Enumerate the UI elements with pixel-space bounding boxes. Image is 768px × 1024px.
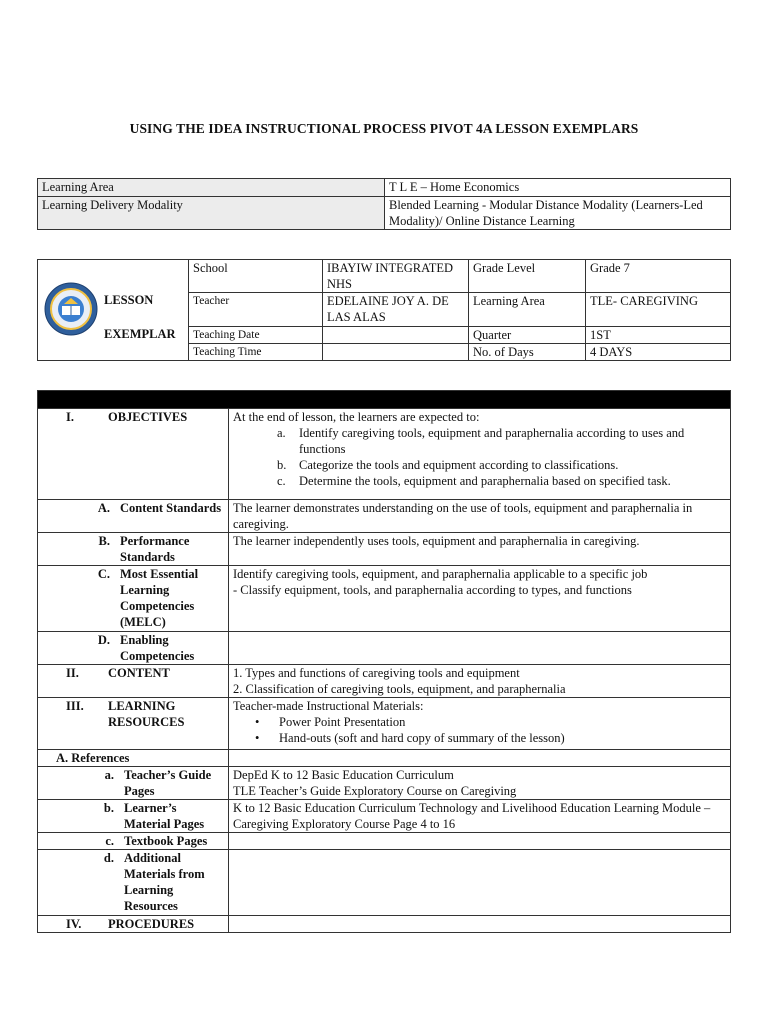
learning-area-value-2: TLE- CAREGIVING [586,293,731,327]
learners-material-value: K to 12 Basic Education Curriculum Technology and Livelihood Education Learning Module – Caregiving Exploratory Course Page 4 to 16 [229,800,731,833]
list-item: c. Determine the tools, equipment and paraphernalia based on specified task. [277,474,671,488]
list-item: a. Identify caregiving tools, equipment and paraphernalia according to uses and functions [277,426,685,456]
teachers-guide-value: DepEd K to 12 Basic Education Curriculum TLE Teacher’s Guide Exploratory Course on Caregiving [229,767,731,800]
lesson-label: LESSON [104,293,154,307]
learning-area-table [37,178,731,230]
school-value: IBAYIW INTEGRATED NHS [323,260,469,293]
content-value: 1. Types and functions of caregiving tools and equipment 2. Classification of caregiving tools, equipment, and paraphernalia [229,665,731,698]
modality-value: Blended Learning - Modular Distance Modality (Learners-Led Modality)/ Online Distance Learning [385,197,731,230]
teaching-time-label: Teaching Time [189,344,323,361]
quarter-value: 1ST [586,327,731,344]
list-item: • Hand-outs (soft and hard copy of summary of the lesson) [255,731,565,745]
school-label: School [189,260,323,293]
content-standards-label: A. Content Standards [38,500,229,533]
days-label: No. of Days [469,344,586,361]
performance-standards-value: The learner independently uses tools, equipment and paraphernalia in caregiving. [229,533,731,566]
enabling-competencies-label: D. Enabling Competencies [38,632,229,665]
table-header-bar [38,391,731,409]
quarter-label: Quarter [469,327,586,344]
melc-label: C. Most Essential Learning Competencies (MELC) [38,566,229,632]
list-item: • Power Point Presentation [255,715,406,729]
learning-resources-value: Teacher-made Instructional Materials: • Power Point Presentation • Hand-outs (soft and hard copy of summary of the lesson) [229,698,731,750]
lesson-header-table [37,259,731,361]
references-label: A. References [38,750,229,767]
textbook-pages-value [229,833,731,850]
content-standards-value: The learner demonstrates understanding on the use of tools, equipment and paraphernalia in caregiving. [229,500,731,533]
procedures-value [229,916,731,933]
teaching-time-value [323,344,469,361]
objectives-content: At the end of lesson, the learners are expected to: a. Identify caregiving tools, equipment and paraphernalia according to uses and functions b. Categorize the tools and equipment according to classifications. c. Determine the tools, equipment and paraphernalia based on specified task. [229,409,731,500]
additional-materials-value [229,850,731,916]
content-label: II. CONTENT [38,665,229,698]
school-seal-logo [44,282,98,336]
grade-level-value: Grade 7 [586,260,731,293]
additional-materials-label: d. Additional Materials from Learning Resources [38,850,229,916]
enabling-competencies-value [229,632,731,665]
performance-standards-label: B. Performance Standards [38,533,229,566]
learners-material-label: b. Learner’s Material Pages [38,800,229,833]
teacher-value: EDELAINE JOY A. DE LAS ALAS [323,293,469,327]
teaching-date-label: Teaching Date [189,327,323,344]
days-value: 4 DAYS [586,344,731,361]
lesson-plan-table [37,390,731,933]
melc-value: Identify caregiving tools, equipment, and paraphernalia applicable to a specific job - Classify equipment, tools, and paraphernalia according to types, and functions [229,566,731,632]
objectives-label: I. OBJECTIVES [38,409,229,500]
references-value [229,750,731,767]
learning-area-label-2: Learning Area [469,293,586,327]
learning-area-label: Learning Area [38,179,385,197]
grade-level-label: Grade Level [469,260,586,293]
procedures-label: IV. PROCEDURES [38,916,229,933]
learning-area-value: T L E – Home Economics [385,179,731,197]
modality-label: Learning Delivery Modality [38,197,385,230]
teachers-guide-label: a. Teacher’s Guide Pages [38,767,229,800]
textbook-pages-label: c. Textbook Pages [38,833,229,850]
list-item: b. Categorize the tools and equipment according to classifications. [277,458,619,472]
exemplar-label: EXEMPLAR [104,327,176,341]
learning-resources-label: III. LEARNING RESOURCES [38,698,229,750]
document-title: USING THE IDEA INSTRUCTIONAL PROCESS PIVOT 4A LESSON EXEMPLARS [129,121,639,136]
teaching-date-value [323,327,469,344]
lesson-exemplar-cell [38,260,189,361]
teacher-label: Teacher [189,293,323,327]
